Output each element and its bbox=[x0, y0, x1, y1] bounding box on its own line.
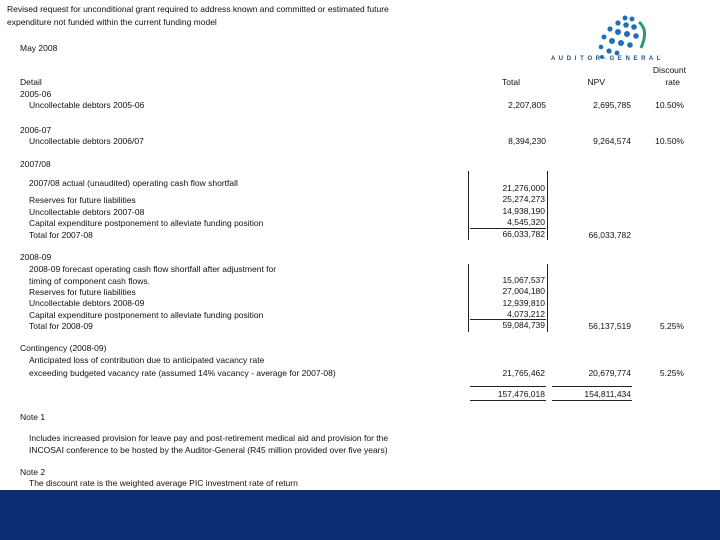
section-year-2006-07: 2006-07 bbox=[20, 125, 52, 135]
row-label: Anticipated loss of contribution due to anticipated vacancy rate bbox=[29, 355, 265, 365]
note-2-text: The discount rate is the weighted average PIC investment rate of return bbox=[29, 478, 298, 488]
row-value: 4,073,212 bbox=[507, 309, 545, 319]
col-total-header: Total bbox=[502, 77, 520, 87]
row-label: Uncollectable debtors 2007-08 bbox=[29, 207, 145, 217]
row-npv: 9,264,574 bbox=[593, 136, 631, 146]
note-1-text: Includes increased provision for leave pay and post-retirement medical aid and provision for the bbox=[29, 433, 389, 443]
total-label: Total for 2007-08 bbox=[29, 230, 93, 240]
grand-npv: 154,811,434 bbox=[584, 389, 631, 399]
row-value: 14,938,190 bbox=[502, 206, 545, 216]
row-rate: 10.50% bbox=[655, 100, 684, 110]
section-year-2007-08: 2007/08 bbox=[20, 159, 51, 169]
note-1-title: Note 1 bbox=[20, 412, 46, 422]
row-value: 21,276,000 bbox=[502, 183, 545, 193]
section-year-2008-09: 2008-09 bbox=[20, 252, 52, 262]
row-value: 4,545,320 bbox=[507, 217, 545, 227]
section-contingency: Contingency (2008-09) bbox=[20, 343, 107, 353]
row-label: Reserves for future liabilities bbox=[29, 195, 136, 205]
row-label: Uncollectable debtors 2008-09 bbox=[29, 298, 145, 308]
grand-total-underline bbox=[470, 400, 546, 401]
total-npv: 66,033,782 bbox=[588, 230, 631, 240]
row-label: Capital expenditure postponement to alleviate funding position bbox=[29, 310, 264, 320]
total-rate: 5.25% bbox=[659, 321, 684, 331]
row-value: 27,004,180 bbox=[502, 286, 545, 296]
row-npv: 20,679,774 bbox=[588, 368, 631, 378]
row-total: 8,394,230 bbox=[508, 136, 546, 146]
total-label: Total for 2008-09 bbox=[29, 321, 93, 331]
row-label: Uncollectable debtors 2005-06 bbox=[29, 100, 145, 110]
title-line-1: Revised request for unconditional grant required to address known and committed or estimated future bbox=[7, 4, 389, 14]
grand-total-underline bbox=[552, 400, 632, 401]
note-2-title: Note 2 bbox=[20, 467, 46, 477]
section-year-2005-06: 2005-06 bbox=[20, 89, 52, 99]
total-npv: 56,137,519 bbox=[588, 321, 631, 331]
total-value: 66,033,782 bbox=[502, 229, 545, 239]
title-line-2: expenditure not funded within the current funding model bbox=[7, 17, 217, 27]
logo-wordmark: A U D I T O R - G E N E R A L bbox=[551, 56, 662, 62]
note-1-text: INCOSAI conference to be hosted by the Auditor-General (R45 million provided over five years) bbox=[29, 445, 388, 455]
row-label: exceeding budgeted vacancy rate (assumed 14% vacancy - average for 2007-08) bbox=[29, 368, 336, 378]
row-rate: 10.50% bbox=[655, 136, 684, 146]
col-npv-header: NPV bbox=[587, 77, 605, 87]
grand-total-rule bbox=[470, 386, 546, 387]
row-label: Reserves for future liabilities bbox=[29, 287, 136, 297]
col-discount-header: Discount bbox=[652, 65, 686, 75]
col-detail-header: Detail bbox=[20, 77, 42, 87]
row-label: Capital expenditure postponement to alleviate funding position bbox=[29, 218, 264, 228]
row-rate: 5.25% bbox=[659, 368, 684, 378]
row-label: timing of component cash flows. bbox=[29, 276, 150, 286]
row-value: 12,939,810 bbox=[502, 298, 545, 308]
footer-band bbox=[0, 490, 720, 540]
row-value: 15,067,537 bbox=[502, 275, 545, 285]
grand-total: 157,476,018 bbox=[497, 389, 545, 399]
row-total: 2,207,805 bbox=[508, 100, 546, 110]
row-value: 25,274,273 bbox=[502, 194, 545, 204]
row-label: Uncollectable debtors 2006/07 bbox=[29, 136, 144, 146]
row-total: 21,765,462 bbox=[502, 368, 545, 378]
col-rate-header: rate bbox=[665, 77, 680, 87]
report-date: May 2008 bbox=[20, 43, 58, 53]
row-npv: 2,695,785 bbox=[593, 100, 631, 110]
grand-total-rule bbox=[552, 386, 632, 387]
row-label: 2008-09 forecast operating cash flow shortfall after adjustment for bbox=[29, 264, 277, 274]
row-label: 2007/08 actual (unaudited) operating cash flow shortfall bbox=[29, 178, 238, 188]
total-value: 59,084,739 bbox=[502, 320, 545, 330]
